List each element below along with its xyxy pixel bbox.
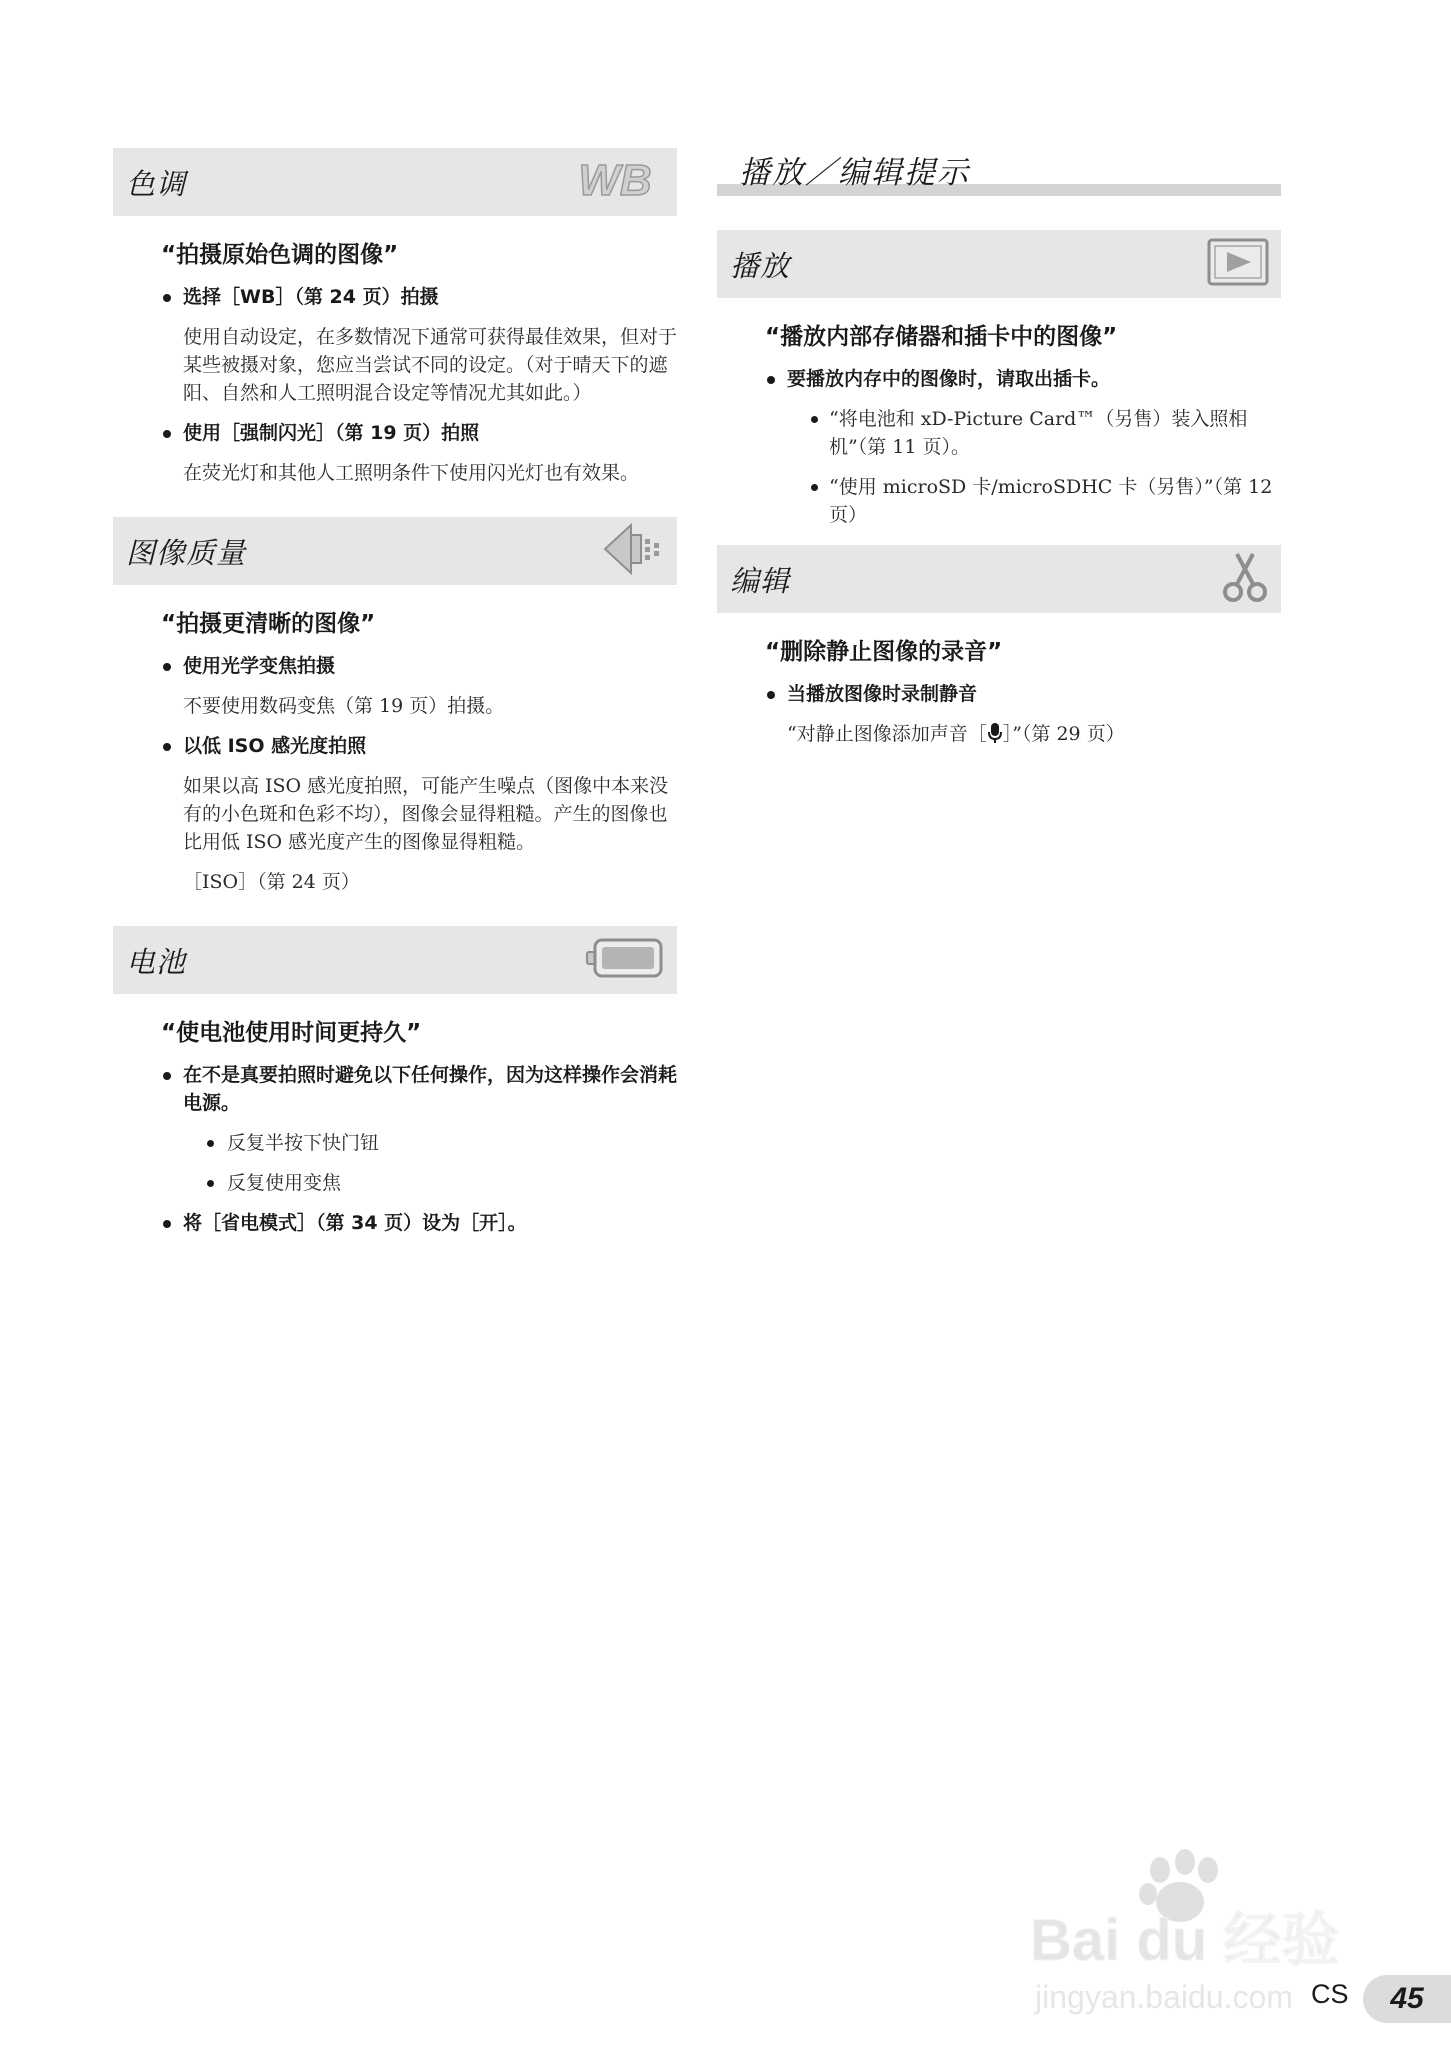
section-subtitle: “拍摄原始色调的图像” <box>161 242 399 268</box>
play-icon <box>1207 238 1269 290</box>
wb-icon <box>565 157 665 207</box>
microphone-icon <box>987 722 1003 752</box>
bullet-item: 将［省电模式］（第 34 页）设为［开］。 <box>113 1209 677 1237</box>
section-header-battery <box>113 926 677 994</box>
language-code: CS <box>1311 1979 1349 2009</box>
bullet-item: 要播放内存中的图像时，请取出插卡。 <box>717 365 1281 393</box>
bullet-item: 使用光学变焦拍摄 <box>113 652 677 680</box>
paragraph: 在荧光灯和其他人工照明条件下使用闪光灯也有效果。 <box>183 462 640 484</box>
section-subtitle: “拍摄更清晰的图像” <box>161 611 376 637</box>
section-title: 图像质量 <box>126 535 247 570</box>
paragraph: 如果以高 ISO 感光度拍照，可能产生噪点（图像中本来没有的小色斑和色彩不均），图像会显得粗糙。产生的图像也比用低 ISO 感光度产生的图像显得粗糙。 <box>183 775 669 853</box>
battery-icon <box>585 936 665 984</box>
svg-text:WB: WB <box>578 157 652 203</box>
scissors-icon <box>1221 550 1269 608</box>
sub-bullet-item: 反复使用变焦 <box>113 1169 677 1197</box>
paragraph: 不要使用数码变焦（第 19 页）拍摄。 <box>183 695 505 717</box>
bullet-item: 在不是真要拍照时避免以下任何操作，因为这样操作会消耗电源。 <box>113 1061 677 1117</box>
left-column <box>113 148 677 1249</box>
section-subtitle: “播放内部存储器和插卡中的图像” <box>765 324 1118 350</box>
main-title <box>717 148 1281 198</box>
right-column <box>717 148 1281 764</box>
section-header-quality <box>113 517 677 585</box>
section-subtitle: “使电池使用时间更持久” <box>161 1020 422 1046</box>
image-quality-icon <box>601 521 665 581</box>
bullet-item: 以低 ISO 感光度拍照 <box>113 732 677 760</box>
svg-text:Bai du 经验: Bai du 经验 <box>1030 1908 1340 1973</box>
sub-bullet-item: “将电池和 xD-Picture Card™（另售）装入照相机”（第 11 页）。 <box>717 405 1281 461</box>
section-title: 编辑 <box>730 563 791 598</box>
section-title: 电池 <box>126 944 187 979</box>
bullet-item: 选择［WB］（第 24 页）拍摄 <box>113 283 677 311</box>
section-title: 色调 <box>126 166 187 201</box>
paragraph: “对静止图像添加声音［ ］”（第 29 页） <box>787 720 1281 752</box>
section-header-tone <box>113 148 677 216</box>
section-header-edit <box>717 545 1281 613</box>
page-number: 45 <box>1363 1975 1451 2023</box>
svg-text:jingyan.baidu.com: jingyan.baidu.com <box>1035 1979 1293 2015</box>
section-header-playback <box>717 230 1281 298</box>
paragraph: ［ISO］（第 24 页） <box>183 871 360 893</box>
section-subtitle: “删除静止图像的录音” <box>765 639 1003 665</box>
section-title: 播放 <box>730 248 791 283</box>
sub-bullet-item: “使用 microSD 卡/microSDHC 卡（另售）”（第 12 页） <box>717 473 1281 529</box>
main-title-text: 播放／编辑提示 <box>739 155 970 191</box>
bullet-item: 当播放图像时录制静音 <box>717 680 1281 708</box>
bullet-item: 使用［强制闪光］（第 19 页）拍照 <box>113 419 677 447</box>
sub-bullet-item: 反复半按下快门钮 <box>113 1129 677 1157</box>
paragraph: 使用自动设定，在多数情况下通常可获得最佳效果，但对于某些被摄对象，您应当尝试不同的设定。（对于晴天下的遮阳、自然和人工照明混合设定等情况尤其如此。） <box>183 326 678 404</box>
